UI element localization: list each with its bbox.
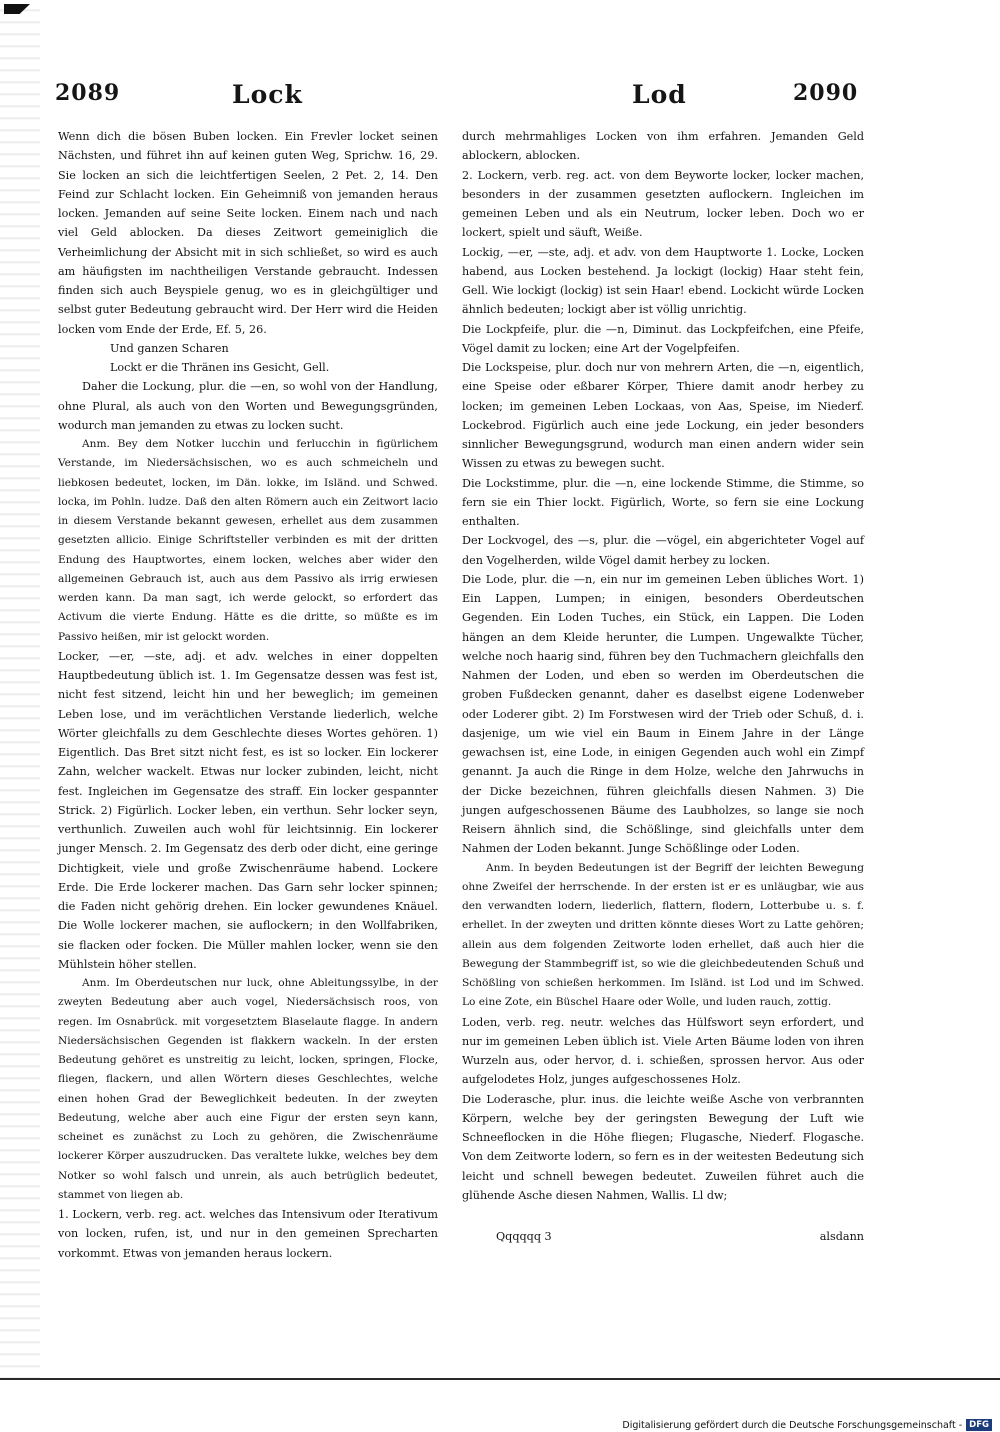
running-head-right: Lod (632, 80, 687, 109)
left-column-paragraph: Daher die Lockung, plur. die —en, so wohl von der Handlung, ohne Plural, als auch von den Worten und Bewegungsgründen, wodurch man jemanden zu etwas zu locken sucht. (58, 380, 438, 432)
footer (622, 1418, 992, 1432)
catchword: alsdann (819, 1230, 864, 1243)
running-head-left: Lock (232, 80, 303, 109)
right-column-paragraph: durch mehrmahliges Locken von ihm erfahren. Jemanden Geld ablockern, ablocken. (462, 130, 864, 163)
left-column-paragraph: Anm. Im Oberdeutschen nur luck, ohne Ableitungssylbe, in der zweyten Bedeutung aber auch vogel, Niedersächsisch roos, von regen. Im Osnabrück. mit vorgesetztem Blaselaute flagge. In andern Niedersächsischen Gegenden ist flakkern wackeln. In der ersten Bedeutung gehöret es unstreitig zu leicht, locken, springen, Flocke, fliegen, flackern, und allen Wörtern dieses Geschlechtes, welche einen hohen Grad der Beweglichkeit bedeuten. In der zweyten Bedeutung, welche aber auch eine Figur der ersten seyn kann, scheinet es zunächst zu Loch zu gehören, die Zwischenräume lockerer Körper auszudrucken. Das veraltete lukke, welches bey dem Notker so wohl falsch und unrein, als auch betrüglich bedeutet, stammet von liegen ab. (58, 977, 438, 1201)
signature-mark: Qqqqqq 3 (496, 1230, 552, 1243)
left-column-paragraph: Lockt er die Thränen ins Gesicht, Gell. (110, 361, 330, 374)
right-column-paragraph: Die Lockpfeife, plur. die —n, Diminut. das Lockpfeifchen, eine Pfeife, Vögel damit zu locken; eine Art der Vogelpfeifen. (462, 322, 864, 355)
right-column-paragraph: Loden, verb. reg. neutr. welches das Hülfswort seyn erfordert, und nur im gemeinen Leben üblich ist. Viele Arten Bäume loden von ihren Wurzeln aus, oder hervor, d. i. schießen, sprossen hervor. Aus oder aufgelodetes Holz, junges aufgeschossenes Holz. (462, 1015, 864, 1087)
left-column-paragraph: 1. Lockern, verb. reg. act. welches das Intensivum oder Iterativum von locken, rufen, ist, und nur in den gemeinen Sprecharten vorkommt. Etwas von jemanden heraus lockern. (58, 1208, 438, 1260)
bottom-rule (0, 1378, 1000, 1380)
left-column-paragraph: Wenn dich die bösen Buben locken. Ein Frevler locket seinen Nächsten, und führet ihn auf keinen guten Weg, Sprichw. 16, 29. Sie locken an sich die leichtfertigen Seelen, 2 Pet. 2, 14. Den Feind zur Schlacht locken. Ein Geheimniß von jemanden heraus locken. Jemanden auf seine Seite locken. Einem nach und nach viel Geld ablocken. Da dieses Zeitwort gemeiniglich die Verheimlichung der Absicht mit in sich schließet, so wird es auch am häufigsten im nachtheiligen Verstande gebraucht. Indessen finden sich auch Beyspiele genug, wo es in gleichgültiger und selbst guter Bedeutung gebraucht wird. Der Herr wird die Heiden locken vom Ende der Erde, Ef. 5, 26. (58, 130, 438, 336)
left-column (58, 127, 438, 1263)
left-column-paragraph: Locker, —er, —ste, adj. et adv. welches in einer doppelten Hauptbedeutung üblich ist. 1. Im Gegensatze dessen was fest ist, nicht fest sitzend, leicht hin und her beweglich; im gemeinen Leben lose, und im verächtlichen Verstande liederlich, welche Wörter gleichfalls zu dem Geschlechte dieses Wortes gehören. 1) Eigentlich. Das Bret sitzt nicht fest, es ist so locker. Ein lockerer Zahn, welcher wackelt. Etwas nur locker zubinden, leicht, nicht fest. Ingleichen im Gegensatze des straff. Ein locker gespannter Strick. 2) Figürlich. Locker leben, ein verthun. Sehr locker seyn, verthunlich. Zuweilen auch wohl für leichtsinnig. Ein lockerer junger Mensch. 2. Im Gegensatz des derb oder dicht, eine geringe Dichtigkeit, viele und große Zwischenräume habend. Lockere Erde. Die Erde lockerer machen. Das Garn sehr locker spinnen; die Faden nicht gehörig drehen. Ein locker gewundenes Knäuel. Die Wolle lockerer machen, sie auflockern; in den Wollfabriken, sie flacken oder focken. Die Müller mahlen locker, wenn sie den Mühlstein höher stellen. (58, 649, 438, 971)
right-column-paragraph: Die Lode, plur. die —n, ein nur im gemeinen Leben übliches Wort. 1) Ein Lappen, Lumpen; in einigen, besonders Oberdeutschen Gegenden. Ein Loden Tuches, ein Stück, ein Lappen. Die Loden hängen an dem Kleide herunter, die Lumpen. Ungewalkte Tücher, welche noch haarig sind, führen bey den Tuchmachern gleichfalls den Nahmen der Loden, und eben so werden im Oberdeutschen die groben Fußdecken genannt, daher es daselbst eigene Lodenweber oder Loderer gibt. 2) Im Forstwesen wird der Trieb oder Schuß, d. i. dasjenige, um wie viel ein Baum in Einem Jahre in der Länge gewachsen ist, eine Lode, in einigen Gegenden auch wohl ein Zimpf genannt. Ja auch die Ringe in dem Holze, welche den Jahrwuchs in der Dicke bezeichnen, führen gleichfalls diesen Nahmen. 3) Die jungen aufgeschossenen Bäume des Laubholzes, so lange sie noch Reisern ähnlich sind, die Schößlinge, sind gleichfalls unter dem Nahmen der Loden bekannt. Junge Schößlinge oder Loden. (462, 572, 864, 856)
binding-edge (0, 0, 40, 1380)
right-column-paragraph: Der Lockvogel, des —s, plur. die —vögel, ein abgerichteter Vogel auf den Vogelherden, wilde Vögel damit herbey zu locken. (462, 534, 864, 567)
right-column-paragraph: Lockig, —er, —ste, adj. et adv. von dem Hauptworte 1. Locke, Locken habend, aus Locken bestehend. Ja lockigt (lockig) Haar steht fein, Gell. Wie lockigt (lockig) ist sein Haar! ebend. Lockicht würde Locken ähnlich bedeuten; lockigt aber ist völlig unrichtig. (462, 245, 864, 317)
right-column (462, 127, 864, 1205)
right-column-paragraph: Die Loderasche, plur. inus. die leichte weiße Asche von verbrannten Körpern, welche bey der geringsten Bewegung der Luft wie Schneeflocken in die Höhe fliegen; Flugasche, Niederf. Flogasche. Von dem Zeitworte lodern, so fern es in der weitesten Bedeutung sich leicht und schnell bewegen bedeutet. Zuweilen führet auch die glühende Asche diesen Nahmen, Wallis. Ll dw; (462, 1092, 864, 1202)
signature-line (462, 1227, 864, 1246)
left-column-paragraph: Und ganzen Scharen (110, 341, 229, 355)
page-number-left: 2089 (55, 80, 121, 106)
left-column-paragraph: Anm. Bey dem Notker lucchin und ferlucchin in figürlichem Verstande, im Niedersächsischen, wo es auch schmeicheln und liebkosen bedeutet, locken, im Dän. lokke, im Isländ. und Schwed. locka, im Pohln. ludze. Daß den alten Römern auch ein Zeitwort lacio in diesem Verstande bekannt gewesen, erhellet aus dem zusammen gesetzten allicio. Einige Schriftsteller verbinden es mit der dritten Endung des Hauptwortes, einem locken, welches aber wider den allgemeinen Gebrauch ist, auch aus dem Passivo als irrig erwiesen werden kann. Da man sagt, ich werde gelockt, so erfordert das Activum die vierte Endung. Hätte es die dritte, so müßte es im Passivo heißen, mir ist gelockt worden. (58, 438, 438, 643)
right-column-paragraph: 2. Lockern, verb. reg. act. von dem Beyworte locker, locker machen, besonders in der zusammen gesetzten auflockern. Ingleichen im gemeinen Leben und als ein Neutrum, locker leben. Doch wo er lockert, spielt und säuft, Weiße. (462, 168, 864, 240)
right-column-paragraph: Die Lockstimme, plur. die —n, eine lockende Stimme, die Stimme, so fern sie ein Thier lockt. Figürlich, Worte, so fern sie eine Lockung enthalten. (462, 476, 864, 528)
footer-credit: Digitalisierung gefördert durch die Deutsche Forschungsgemeinschaft - (622, 1419, 963, 1431)
page-number-right: 2090 (793, 80, 859, 106)
dfg-logo: DFG (966, 1419, 992, 1431)
right-column-paragraph: Die Lockspeise, plur. doch nur von mehrern Arten, die —n, eigentlich, eine Speise oder eßbarer Körper, Thiere damit anodr herbey zu locken; im gemeinen Leben Lockaas, von Aas, Speise, im Niederf. Lockebrod. Figürlich auch eine jede Lockung, ein jeder besonders sinnlicher Bewegungsgrund, wodurch man einen andern wider sein Wissen zu etwas zu bewegen sucht. (462, 361, 864, 471)
right-column-paragraph: Anm. In beyden Bedeutungen ist der Begriff der leichten Bewegung ohne Zweifel der herrschende. In der ersten ist er es unläugbar, wie aus den verwandten lodern, liederlich, flattern, flodern, Lotterbube u. s. f. erhellet. In der zweyten und dritten könnte dieses Wort zu Latte gehören; allein aus dem folgenden Zeitworte loden erhellet, daß auch hier die Bewegung der Stammbegriff ist, so wie die gleichbedeutenden Schuß und Schößling von schießen herkommen. Im Isländ. ist Lod und im Schwed. Lo eine Zote, ein Büschel Haare oder Wolle, und luden rauch, zottig. (462, 861, 864, 1009)
